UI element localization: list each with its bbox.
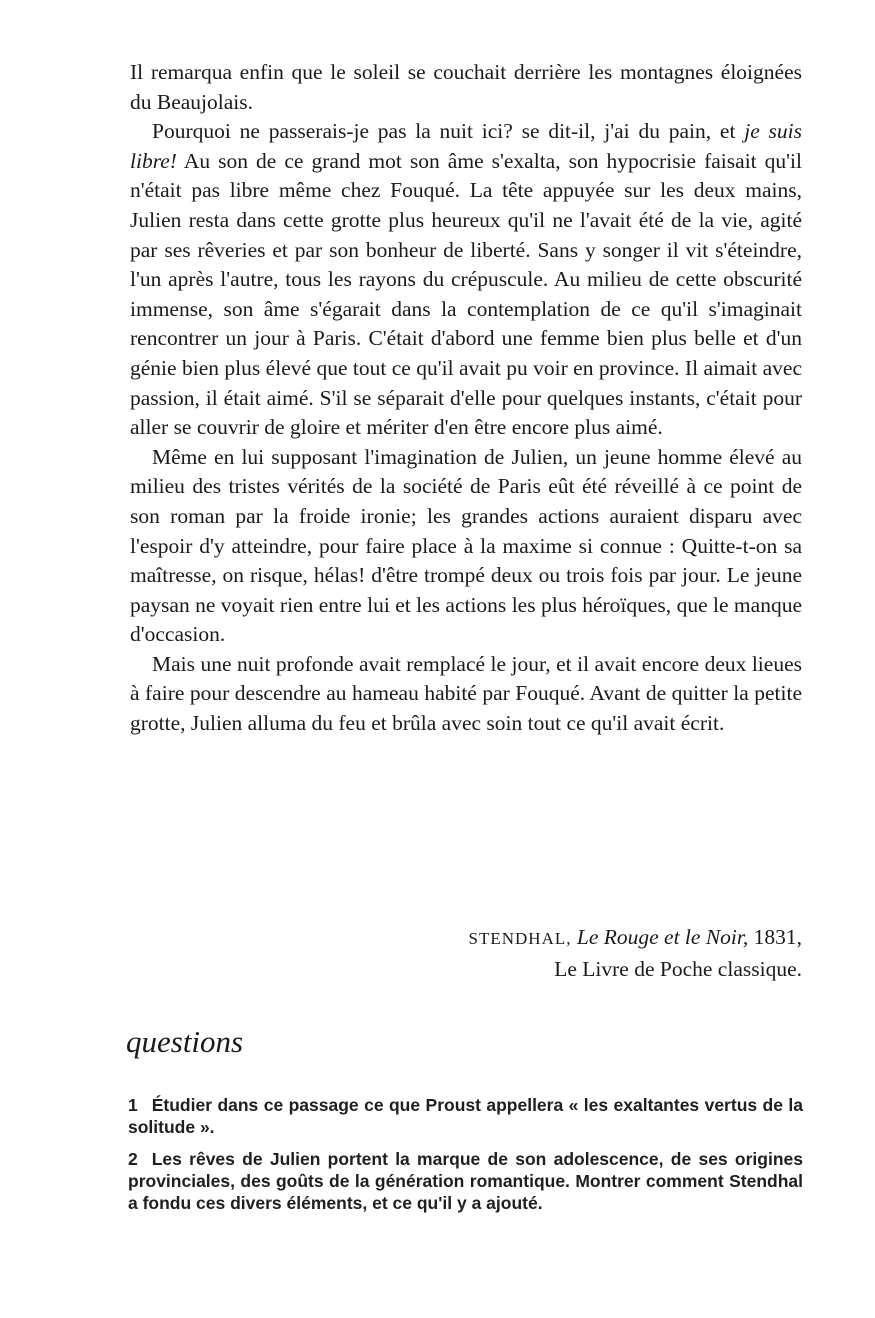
- citation-title: Le Rouge et le Noir,: [576, 925, 749, 949]
- citation-line-1: [469, 922, 802, 954]
- citation-year: 1831,: [753, 925, 802, 949]
- citation-author: STENDHAL,: [468, 929, 572, 948]
- paragraph-4: Mais une nuit profonde avait remplacé le jour, et il avait encore deux lieues à faire pour descendre au hameau habité par Fouqué. Avant de quitter la petite grotte, Julien alluma du feu et brûla avec soin tout ce qu'il avait écrit.: [130, 651, 802, 736]
- paragraph-3: Même en lui supposant l'imagination de Julien, un jeune homme élevé au milieu des tristes vérités de la société de Paris eût été réveillé à ce point de son roman par la froide ironie; les grandes actions auraient disparu avec l'espoir d'y atteindre, pour faire place à la maxime si connue : Quitte-t-on sa maîtresse, on risque, hélas! d'être trompé deux ou trois fois par jour. Le jeune paysan ne voyait rien entre lui et les actions les plus héroïques, que le manque d'occasion.: [130, 444, 802, 647]
- paragraph-1: Il remarqua enfin que le soleil se couchait derrière les montagnes éloignées du Beaujolais.: [130, 60, 802, 114]
- citation-edition: Le Livre de Poche classique.: [554, 957, 802, 981]
- question-item: [128, 1148, 803, 1214]
- question-text: Étudier dans ce passage ce que Proust appellera « les exaltantes vertus de la solitude ».: [128, 1095, 803, 1137]
- paragraph-2: [130, 117, 802, 443]
- questions-heading: questions: [126, 1024, 244, 1059]
- passage: [130, 58, 802, 739]
- questions-list: [128, 1094, 803, 1224]
- question-text: Les rêves de Julien portent la marque de son adolescence, de ses origines provinciales, des goûts de la génération romantique. Montrer comment Stendhal a fondu ces divers éléments, et ce qu'il y a ajouté.: [128, 1149, 803, 1213]
- paragraph-2-start: Pourquoi ne passerais-je pas la nuit ici? se dit-il, j'ai du pain, et: [152, 119, 745, 144]
- question-number: 2: [128, 1149, 138, 1169]
- italic-phrase: je suis libre!: [130, 119, 802, 173]
- paragraph-2-rest: Au son de ce grand mot son âme s'exalta, son hypocrisie faisait qu'il n'était pas libre même chez Fouqué. La tête appuyée sur les deux mains, Julien resta dans cette grotte plus heureux qu'il ne l'avait été de la vie, agité par ses rêveries et par son bonheur de liberté. Sans y songer il vit s'éteindre, l'un après l'autre, tous les rayons du crépuscule. Au milieu de cette obscurité immense, son âme s'égarait dans la contemplation de ce qu'il s'imaginait rencontrer un jour à Paris. C'était d'abord une femme bien plus belle et d'un génie bien plus élevé que tout ce qu'il avait pu voir en province. Il aimait avec passion, il était aimé. S'il se séparait d'elle pour quelques instants, c'était pour aller se couvrir de gloire et mériter d'en être encore plus aimé.: [130, 148, 802, 440]
- citation: [469, 922, 802, 984]
- question-number: 1: [128, 1095, 138, 1115]
- question-item: [128, 1094, 803, 1138]
